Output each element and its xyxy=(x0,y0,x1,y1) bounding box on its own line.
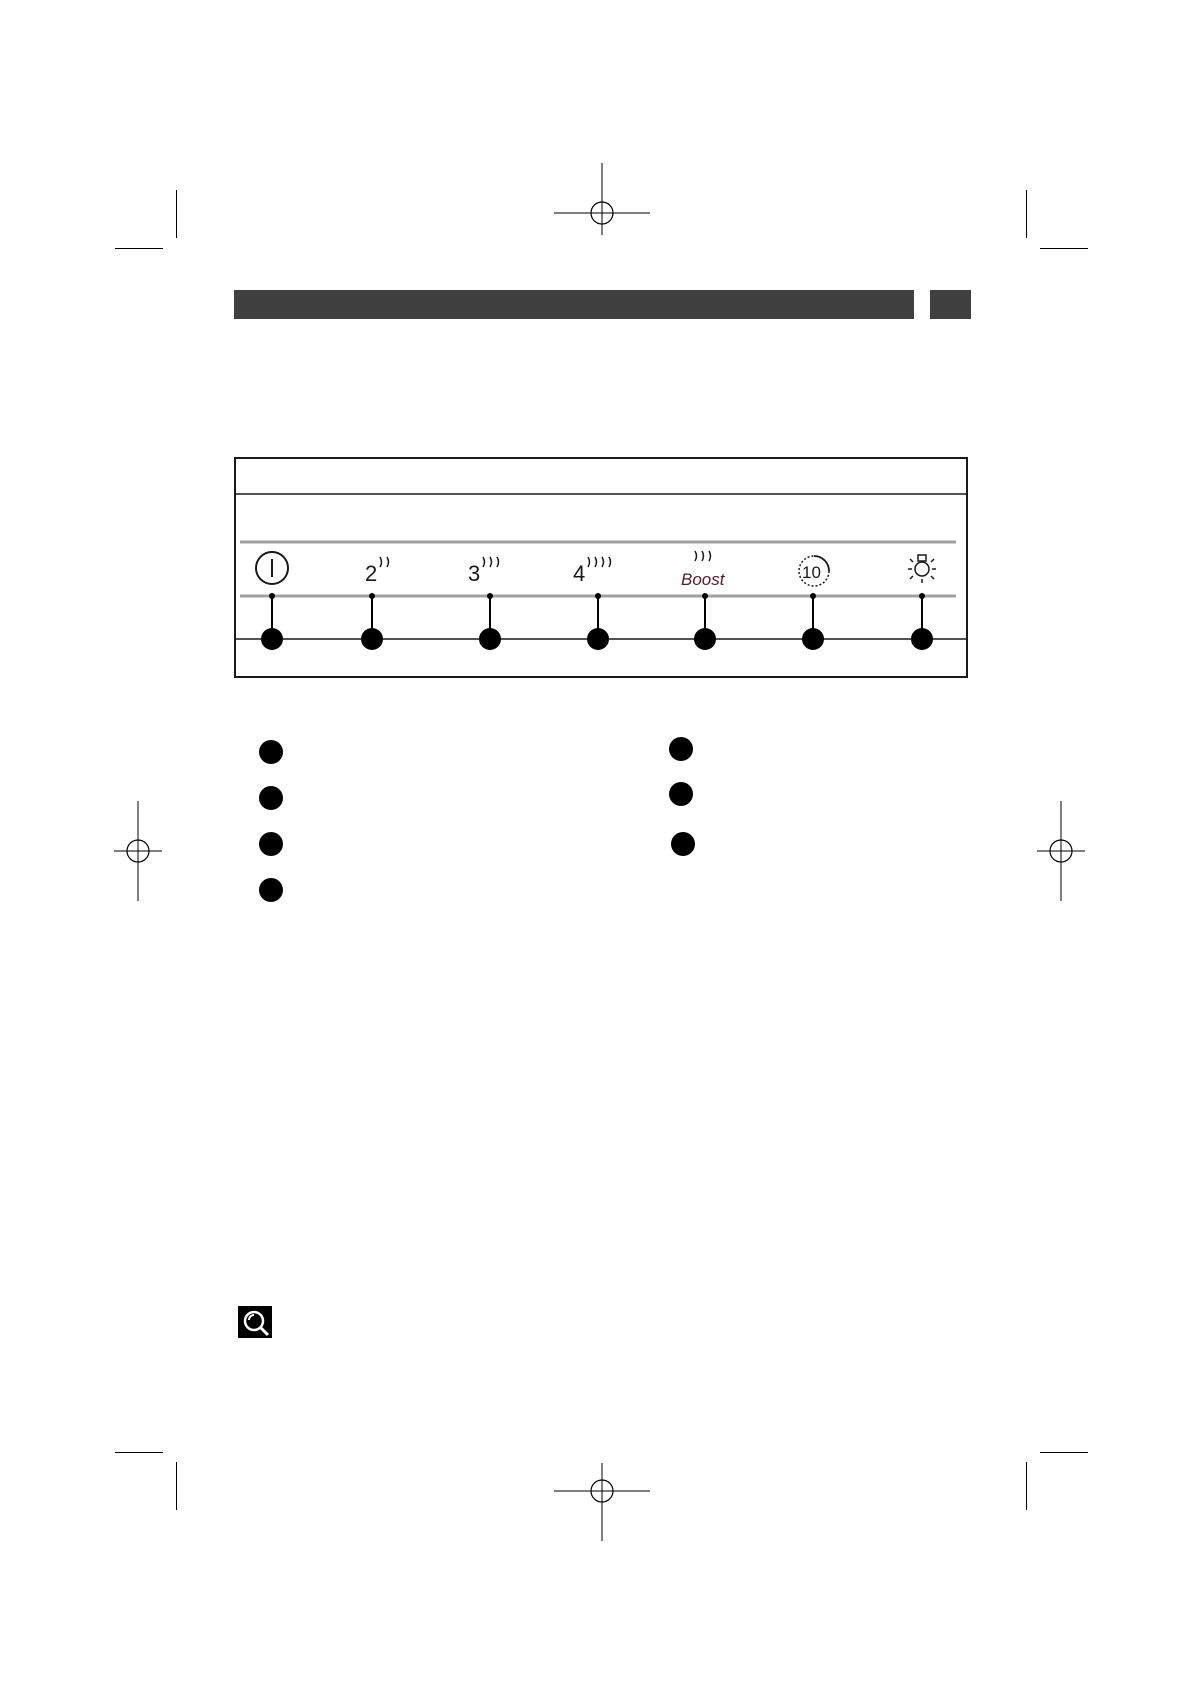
speed-3-label: 3 xyxy=(468,561,481,586)
legend-bullet-4 xyxy=(259,878,283,902)
boost-label: Boost xyxy=(681,570,725,589)
legend-bullet-2 xyxy=(259,786,283,810)
speed-2-icon xyxy=(380,557,389,567)
speed-4-button[interactable] xyxy=(573,557,611,650)
control-panel-svg xyxy=(236,459,966,676)
power-button[interactable] xyxy=(256,552,288,650)
light-icon xyxy=(908,555,936,583)
crop-mark xyxy=(1040,248,1088,249)
legend-bullet-3 xyxy=(259,832,283,856)
header-bar xyxy=(234,290,914,319)
crop-mark xyxy=(1040,1452,1088,1453)
registration-mark-top xyxy=(552,163,652,263)
page-number-tab xyxy=(930,290,971,319)
registration-mark-left xyxy=(88,801,188,901)
speed-3-icon xyxy=(483,557,499,567)
crop-mark xyxy=(115,1452,163,1453)
crop-mark xyxy=(1026,190,1027,238)
boost-icon xyxy=(695,551,711,561)
timer-button[interactable] xyxy=(799,556,829,650)
power-icon xyxy=(256,552,288,584)
speed-2-button[interactable] xyxy=(361,557,389,650)
legend-bullet-1 xyxy=(259,740,283,764)
speed-2-label: 2 xyxy=(365,561,378,586)
magnifier-icon xyxy=(238,1306,272,1338)
crop-mark xyxy=(176,1462,177,1510)
speed-3-button[interactable] xyxy=(468,557,501,650)
speed-4-label: 4 xyxy=(573,561,586,586)
boost-button[interactable] xyxy=(681,551,726,650)
legend-bullet-6 xyxy=(669,782,693,806)
crop-mark xyxy=(176,190,177,238)
light-button[interactable] xyxy=(908,555,936,650)
control-panel-diagram xyxy=(234,457,968,678)
timer-icon xyxy=(799,556,829,586)
registration-mark-right xyxy=(1011,801,1111,901)
speed-4-icon xyxy=(588,557,611,567)
crop-mark xyxy=(1026,1462,1027,1510)
timer-label: 10 xyxy=(802,563,821,582)
crop-mark xyxy=(115,248,163,249)
legend-bullet-7 xyxy=(671,832,695,856)
legend-bullet-5 xyxy=(669,737,693,761)
registration-mark-bottom xyxy=(552,1441,652,1541)
